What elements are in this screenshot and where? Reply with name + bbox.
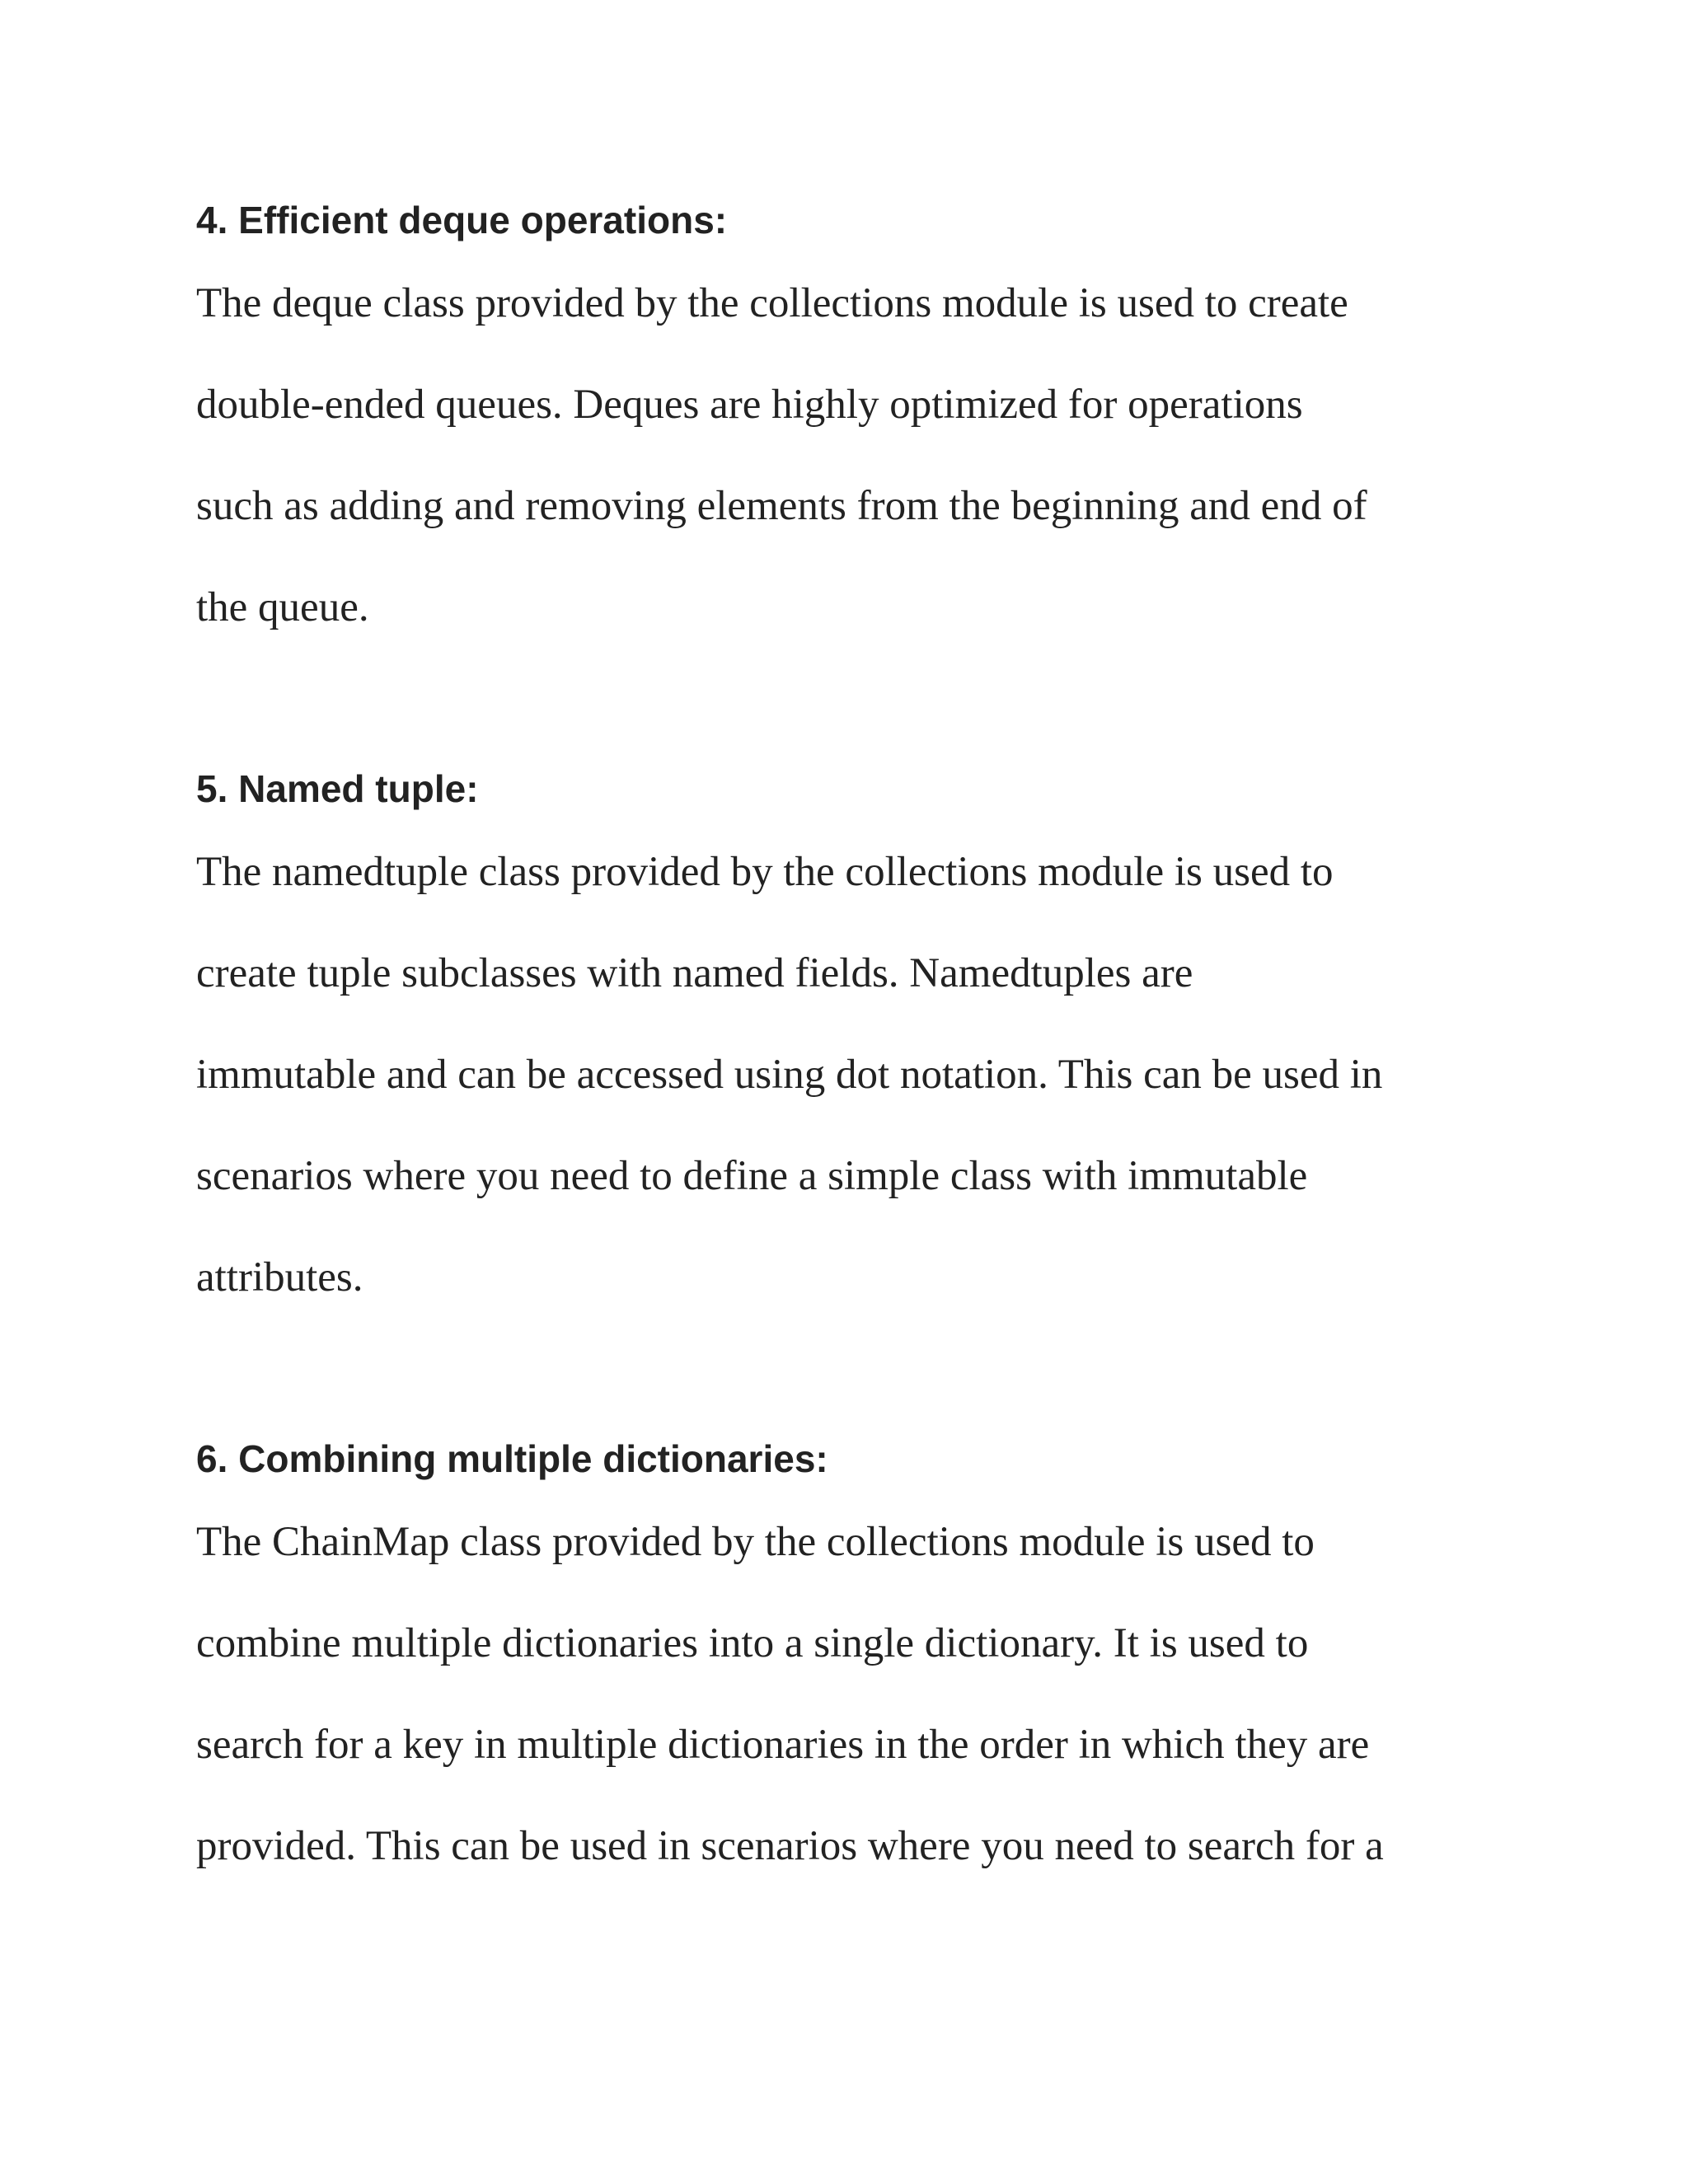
paragraph-line: attributes. [196, 1254, 363, 1301]
section-heading: 4. Efficient deque operations: [196, 199, 728, 241]
paragraph-line: double-ended queues. Deques are highly optimized for operations [196, 382, 1303, 428]
paragraph-line: search for a key in multiple dictionaries in the order in which they are [196, 1722, 1370, 1768]
paragraph-line: The namedtuple class provided by the collections module is used to [196, 849, 1334, 895]
paragraph-line: The deque class provided by the collections module is used to create [196, 280, 1348, 326]
paragraph-line: provided. This can be used in scenarios where you need to search for a [196, 1823, 1384, 1869]
paragraph-line: such as adding and removing elements from the beginning and end of [196, 483, 1367, 529]
paragraph-line: the queue. [196, 584, 369, 630]
paragraph-line: combine multiple dictionaries into a single dictionary. It is used to [196, 1620, 1309, 1666]
paragraph-line: The ChainMap class provided by the collections module is used to [196, 1519, 1315, 1565]
section-heading: 5. Named tuple: [196, 767, 479, 810]
section-heading: 6. Combining multiple dictionaries: [196, 1437, 828, 1480]
paragraph-line: immutable and can be accessed using dot notation. This can be used in [196, 1052, 1383, 1098]
paragraph-line: scenarios where you need to define a simple class with immutable [196, 1153, 1308, 1199]
paragraph-line: create tuple subclasses with named fields. Namedtuples are [196, 950, 1193, 996]
